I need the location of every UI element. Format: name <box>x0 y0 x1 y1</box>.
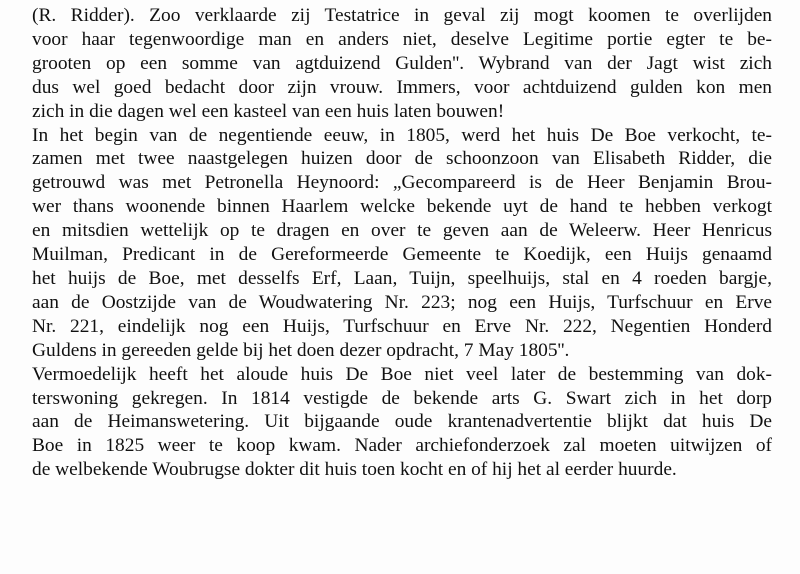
text-line: Nr. 221, eindelijk nog een Huijs, Turfschuur en Erve Nr. 222, Negentien Honderd <box>32 315 772 337</box>
paragraph-2 <box>32 124 772 363</box>
text-line: terswoning gekregen. In 1814 vestigde de bekende arts G. Swart zich in het dorp <box>32 387 772 409</box>
text-line: de welbekende Woubrugse dokter dit huis toen kocht en of hij het al eerder huurde. <box>32 459 677 481</box>
text-line: dus wel goed bedacht door zijn vrouw. Immers, voor achtduizend gulden kon men <box>32 76 772 98</box>
text-line: In het begin van de negentiende eeuw, in 1805, werd het huis De Boe verkocht, te- <box>32 124 772 146</box>
text-line: en mitsdien wettelijk op te dragen en over te geven aan de Weleerw. Heer Henricus <box>32 220 772 242</box>
text-line: aan de Oostzijde van de Woudwatering Nr. 223; nog een Huijs, Turfschuur en Erve <box>32 291 772 313</box>
text-line: zich in die dagen wel een kasteel van een huis laten bouwen! <box>32 100 505 122</box>
text-line: (R. Ridder). Zoo verklaarde zij Testatrice in geval zij mogt koomen te overlijden <box>32 5 772 26</box>
text-line: zamen met twee naastgelegen huizen door de schoonzoon van Elisabeth Ridder, die <box>32 148 772 170</box>
text-line: getrouwd was met Petronella Heynoord: „Gecompareerd is de Heer Benjamin Brou- <box>32 172 772 194</box>
text-line: grooten op een somme van agtduizend Gulden''. Wybrand van der Jagt wist zich <box>32 52 772 74</box>
text-line: het huijs de Boe, met desselfs Erf, Laan, Tuijn, speelhuijs, stal en 4 roeden bargje, <box>32 267 772 289</box>
text-line: Vermoedelijk heeft het aloude huis De Boe niet veel later de bestemming van dok- <box>32 363 772 385</box>
paragraph-3 <box>32 363 772 483</box>
text-line: voor haar tegenwoordige man en anders niet, deselve Legitime portie egter te be- <box>32 28 772 50</box>
text-line: Boe in 1825 weer te koop kwam. Nader archiefonderzoek zal moeten uitwijzen of <box>32 435 772 457</box>
text-line: wer thans woonende binnen Haarlem welcke bekende uyt de hand te hebben verkogt <box>32 196 772 218</box>
paragraph-1 <box>32 4 772 124</box>
body-text <box>32 4 772 482</box>
text-line: aan de Heimanswetering. Uit bijgaande oude krantenadvertentie blijkt dat huis De <box>32 411 772 433</box>
text-line: Muilman, Predicant in de Gereformeerde Gemeente te Koedijk, een Huijs genaamd <box>32 244 772 266</box>
text-line: Guldens in gereeden gelde bij het doen dezer opdracht, 7 May 1805''. <box>32 339 570 361</box>
